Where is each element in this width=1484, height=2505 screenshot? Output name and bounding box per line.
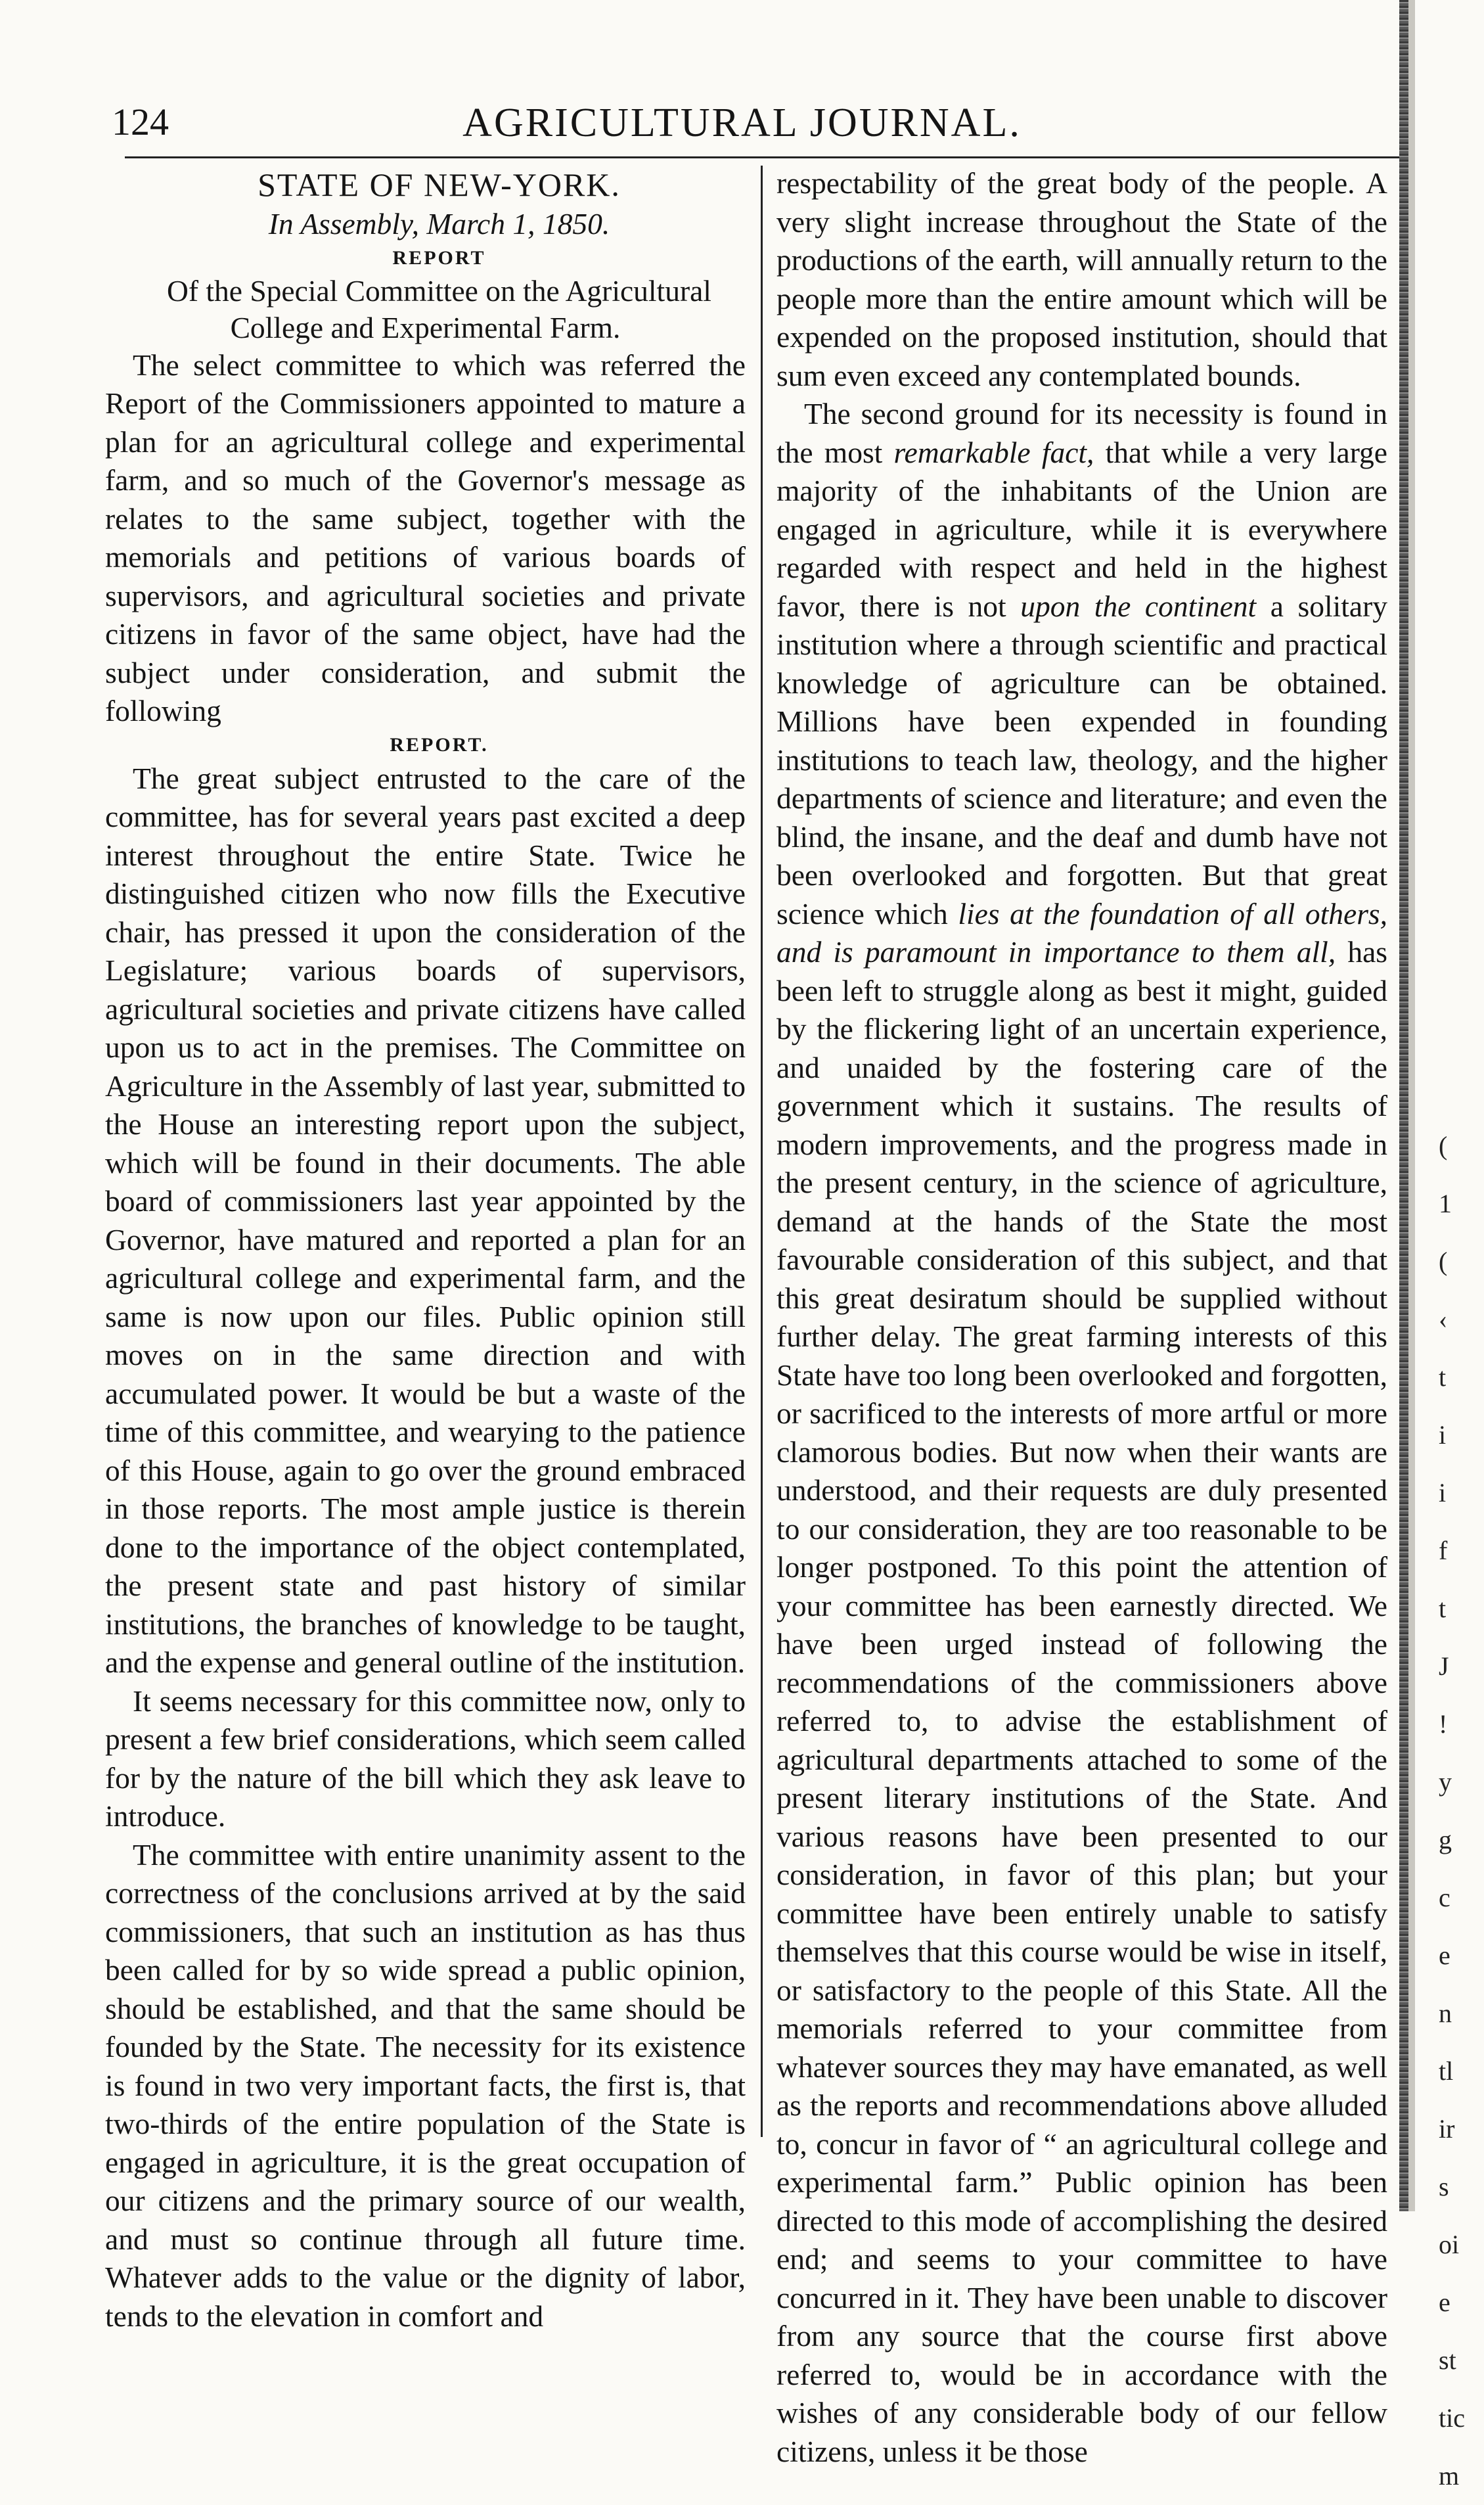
- margin-fragment: y: [1439, 1767, 1452, 1797]
- report-subtitle: Of the Special Committee on the Agricultural College and Experimental Farm.: [167, 273, 711, 344]
- text-run: that while a very large majority of the inhabitants of the Union are engaged in agriculture, while it is everywhere regarded with respect and held in the highest favor, there is not: [776, 435, 1388, 623]
- page-number: 124: [112, 101, 169, 143]
- margin-fragment: i: [1439, 1478, 1447, 1507]
- paragraph: [776, 395, 1387, 2471]
- text-run: has been left to struggle along as best it might, guided by the flickering light of an uncertain experience, and unaided by the fostering care of the government which it sustains. The results of modern improvements, and the progress made in the present century, in the science of agriculture, demand at the hands of the State the most favourable consideration of this subject, and that this great desiratum should be supplied without further delay. The great farming interests of this State have too long been overlooked and forgotten, or sacrificed to the interests of more artful or more clamorous bodies. But now when their wants are understood, and their requests are duly presented to our consideration, they are too reasonable to be longer postponed. To this point the attention of your committee has been earnestly directed. We have been urged instead of following the recommendations of the commissioners above referred to, to advise the establishment of agricultural departments attached to some of the present literary institutions of the State. And various reasons have been presented to our consideration, in favor of this plan; but your committee have been entirely unable to satisfy themselves that this course would be wise in itself, or satisfactory to the people of this State. All the memorials referred to your committee from whatever sources they may have emanated, as well as the reports and recommendations above alluded to, concur in favor of “ an agricultural college and experimental farm.” Public opinion has been directed to this mode of accomplishing the desired end; and seems to your committee to have concurred in it. They have been unable to discover from any source that the course first above referred to, would be in accordance with the wishes of any considerable body of our fellow citizens, unless it be those: [776, 935, 1387, 2468]
- emphasis: lies at the foundation of all others, and is paramount in importance to them all,: [776, 896, 1388, 969]
- margin-fragment: f: [1439, 1536, 1448, 1565]
- right-column: [776, 164, 1387, 2471]
- binding-shadow: [1408, 0, 1415, 2211]
- margin-fragment: c: [1439, 1883, 1450, 1912]
- text-run: a solitary institution where a through scientific and practical knowledge of agriculture can be obtained. Millions have been expended in founding institutions to teach law, theology, and the higher departments of science and literature; and even the blind, the insane, and the deaf and dumb have not been overlooked and forgotten. But that great science which: [776, 589, 1387, 931]
- margin-fragment: (: [1439, 1131, 1448, 1161]
- margin-fragment: e: [1439, 2287, 1450, 2317]
- margin-fragment: ir: [1439, 2114, 1455, 2144]
- intro-paragraph: The select committee to which was referred the Report of the Commissioners appointed to mature a plan for an agricultural college and experimental farm, and so much of the Governor's message as relates to the same subject, together with the memorials and petitions of various boards of supervisors, and agricultural societies and private citizens in favor of the same object, have had the subject under consideration, and submit the following: [105, 348, 746, 727]
- margin-fragment: !: [1439, 1709, 1448, 1739]
- margin-fragment: t: [1439, 1594, 1447, 1623]
- section-title: STATE OF NEW-YORK.: [258, 166, 621, 203]
- adjacent-page-fragments: [1439, 1117, 1478, 2505]
- text-run: The second ground for its necessity is found in the most: [776, 397, 1387, 469]
- left-column: [105, 164, 746, 2335]
- paragraph: It seems necessary for this committee now, only to present a few brief considerations, which seem called for by the nature of the bill which they ask leave to introduce.: [105, 1684, 746, 1833]
- continued-paragraph: respectability of the great body of the people. A very slight increase throughout the State of the productions of the earth, will annually return to the people more than the entire amount which will be expended on the proposed institution, should that sum even exceed any contemplated bounds.: [776, 166, 1387, 392]
- margin-fragment: n: [1439, 1998, 1452, 2028]
- paragraph: The great subject entrusted to the care of the committee, has for several years past excited a deep interest throughout the entire State. Twice he distinguished citizen who now fills the Executive chair, has pressed it upon the consideration of the Legislature; various boards of supervisors, agricultural societies and private citizens have called upon us to act in the premises. The Committee on Agriculture in the Assembly of last year, submitted to the House an interesting report upon the subject, which will be found in their documents. The able board of commissioners last year appointed by the Governor, have matured and reported a plan for an agricultural college and experimental farm, and the same is now upon our files. Public opinion still moves on in the same direction and with accumulated power. It would be but a waste of the time of this committee, and wearying to the patience of this House, again to go over the ground embraced in those reports. The most ample justice is therein done to the importance of the object contemplated, the present state and past history of similar institutions, the branches of knowledge to be taught, and the expense and general outline of the institution.: [105, 761, 746, 1679]
- margin-fragment: (: [1439, 1247, 1448, 1276]
- margin-fragment: tic: [1439, 2403, 1465, 2433]
- margin-fragment: g: [1439, 1825, 1452, 1854]
- paragraph: The committee with entire unanimity assent to the correctness of the conclusions arrived at by the said commissioners, that such an institution as has thus been called for by so wide spread a public opinion, should be established, and that the same should be founded by the State. The necessity for its existence is found in two very important facts, the first is, that two-thirds of the entire population of the State is engaged in agriculture, it is the great occupation of our citizens and the primary source of our wealth, and must so continue through all future time. Whatever adds to the value or the dignity of labor, tends to the elevation in comfort and: [105, 1837, 746, 2333]
- margin-fragment: i: [1439, 1420, 1447, 1450]
- running-title: AGRICULTURAL JOURNAL.: [462, 101, 1022, 145]
- report-label: REPORT: [392, 246, 486, 269]
- dateline: In Assembly, March 1, 1850.: [268, 207, 610, 241]
- margin-fragment: 1: [1439, 1189, 1452, 1218]
- header-rule: [125, 156, 1406, 158]
- margin-fragment: ‹: [1439, 1304, 1448, 1334]
- margin-fragment: st: [1439, 2345, 1456, 2375]
- margin-fragment: e: [1439, 1941, 1450, 1970]
- binding-spine: [1399, 0, 1408, 2211]
- page-header: [0, 0, 1484, 171]
- emphasis: upon the continent: [1020, 589, 1257, 623]
- margin-fragment: m: [1439, 2461, 1460, 2491]
- margin-fragment: tl: [1439, 2056, 1454, 2086]
- margin-fragment: J: [1439, 1651, 1449, 1681]
- report-heading: REPORT.: [390, 733, 489, 756]
- emphasis: remarkable fact,: [893, 435, 1094, 469]
- margin-fragment: oi: [1439, 2230, 1460, 2259]
- column-divider: [761, 166, 763, 2137]
- margin-fragment: t: [1439, 1362, 1447, 1392]
- margin-fragment: s: [1439, 2172, 1449, 2201]
